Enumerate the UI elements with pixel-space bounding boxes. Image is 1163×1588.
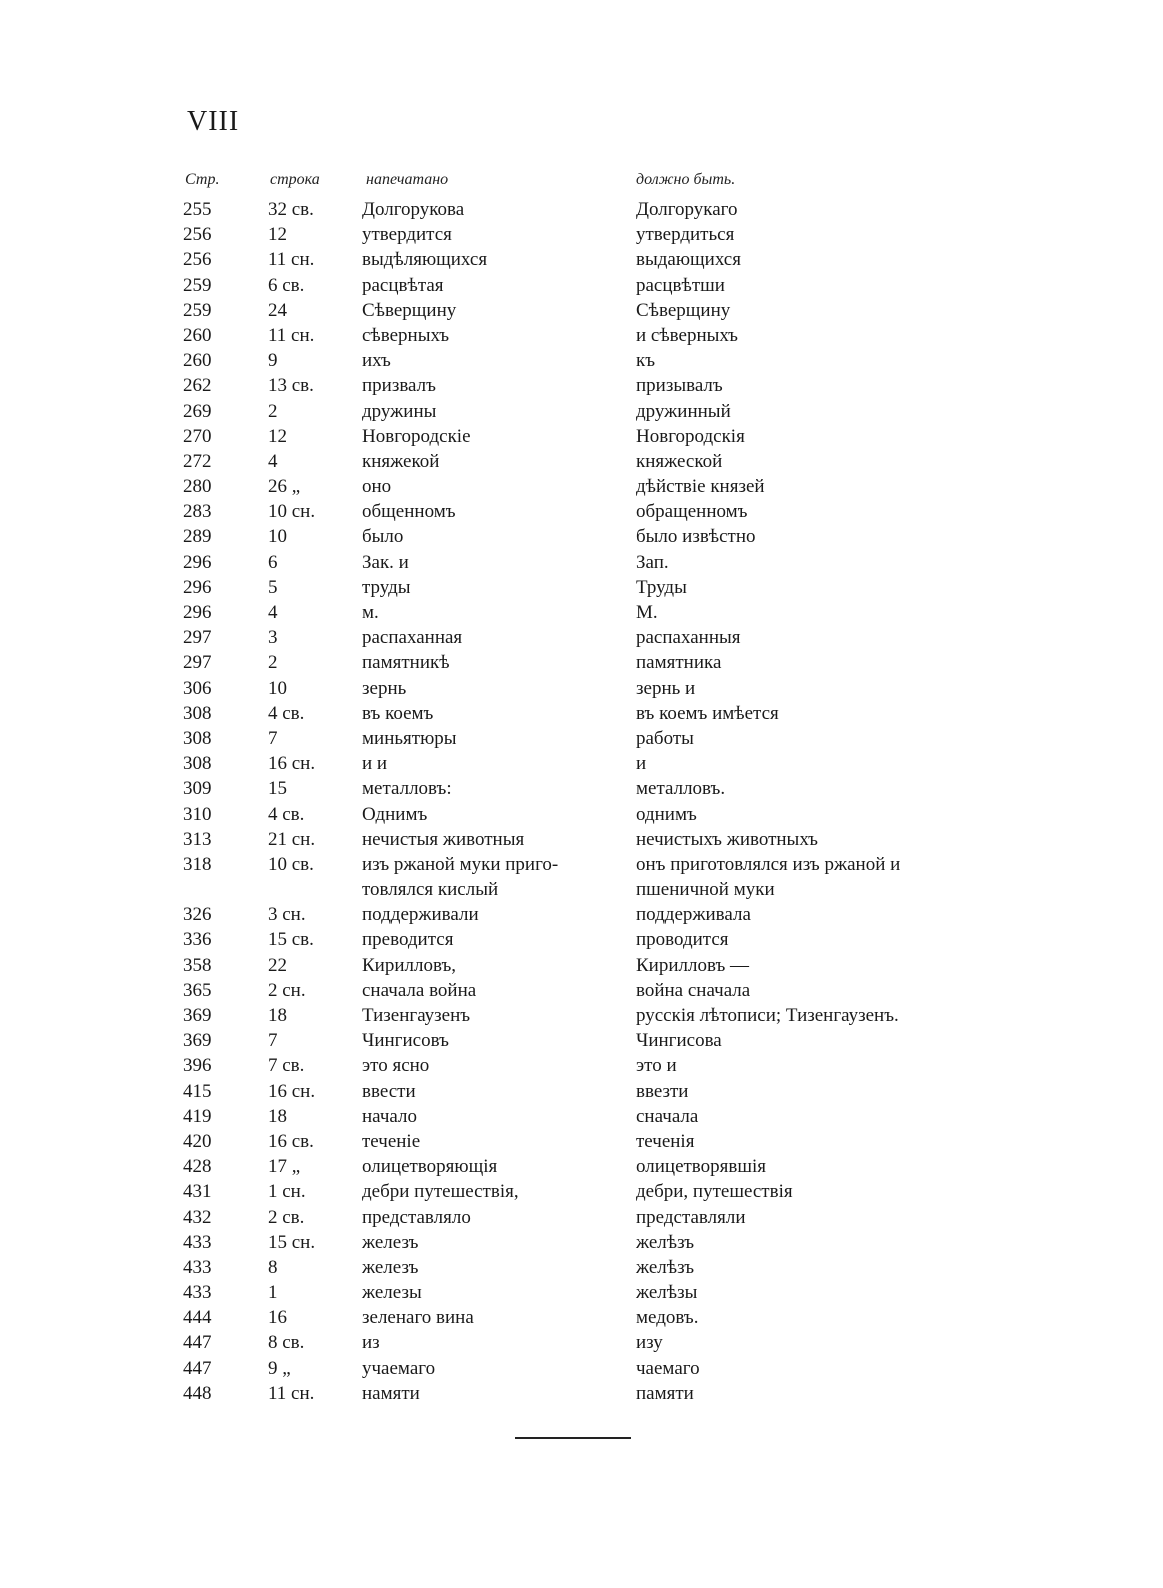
printed-cell: оно: [362, 476, 392, 498]
line-cell: 9: [268, 350, 278, 372]
errata-row: [0, 1356, 1163, 1381]
line-cell: 2 св.: [268, 1206, 305, 1228]
errata-row: [0, 298, 1163, 323]
should-be-cell: дебри, путешествія: [636, 1181, 793, 1203]
printed-cell: Кирилловъ,: [362, 954, 457, 976]
page-cell: 308: [183, 753, 212, 775]
printed-cell: преводится: [362, 929, 454, 951]
printed-cell: выдѣляющихся: [362, 249, 488, 271]
page-cell: 296: [183, 576, 212, 598]
page-cell: 280: [183, 476, 212, 498]
errata-table: [0, 197, 1163, 1406]
should-be-cell: желѣзъ: [636, 1231, 695, 1253]
line-cell: 4 св.: [268, 803, 305, 825]
errata-row: [0, 902, 1163, 927]
printed-cell: Сѣверщину: [362, 299, 457, 321]
should-be-cell: дѣйствіе князей: [636, 476, 765, 498]
printed-cell: поддерживали: [362, 904, 479, 926]
errata-row: [0, 827, 1163, 852]
errata-row: [0, 1028, 1163, 1053]
should-be-cell: къ: [636, 350, 656, 372]
errata-row: [0, 751, 1163, 776]
line-cell: 12: [268, 425, 287, 447]
errata-row: [0, 323, 1163, 348]
errata-row: [0, 1255, 1163, 1280]
line-cell: 1: [268, 1282, 278, 1304]
line-cell: 15: [268, 778, 287, 800]
line-cell: 6 св.: [268, 274, 305, 296]
should-be-cell: въ коемъ имѣется: [636, 702, 779, 724]
line-cell: 11 сн.: [268, 324, 315, 346]
page-cell: 433: [183, 1282, 212, 1304]
page-cell: 396: [183, 1055, 212, 1077]
errata-row: [0, 449, 1163, 474]
should-be-cell: медовъ.: [636, 1307, 699, 1329]
should-be-cell: нечистыхъ животныхъ: [636, 828, 818, 850]
line-cell: 3 сн.: [268, 904, 306, 926]
line-cell: 2: [268, 400, 278, 422]
errata-row: [0, 399, 1163, 424]
should-be-cell: металловъ.: [636, 778, 726, 800]
should-be-cell: Сѣверщину: [636, 299, 731, 321]
should-be-cell: расцвѣтши: [636, 274, 725, 296]
printed-cell: дебри путешествія,: [362, 1181, 519, 1203]
errata-row: [0, 373, 1163, 398]
should-be-cell: призывалъ: [636, 375, 723, 397]
errata-row: [0, 776, 1163, 801]
page-cell: 448: [183, 1382, 212, 1404]
errata-row: [0, 550, 1163, 575]
printed-cell: распаханная: [362, 627, 463, 649]
should-be-cell: русскія лѣтописи; Тизенгаузенъ.: [636, 1005, 899, 1027]
page-cell: 336: [183, 929, 212, 951]
printed-cell: сѣверныхъ: [362, 324, 450, 346]
printed-cell: было: [362, 526, 404, 548]
line-cell: 16 св.: [268, 1130, 314, 1152]
errata-row: [0, 1053, 1163, 1078]
errata-row: [0, 1230, 1163, 1255]
should-be-cell: это и: [636, 1055, 677, 1077]
page-cell: 296: [183, 602, 212, 623]
line-cell: 16: [268, 1307, 287, 1329]
line-cell: 11 сн.: [268, 1382, 315, 1404]
page-cell: 444: [183, 1307, 212, 1329]
printed-cell: расцвѣтая: [362, 274, 444, 296]
line-cell: 10 св.: [268, 853, 314, 875]
page-cell: 415: [183, 1080, 212, 1102]
line-cell: 13 св.: [268, 375, 314, 397]
line-cell: 2 сн.: [268, 979, 306, 1001]
should-be-cell: распаханныя: [636, 627, 741, 649]
page-number: VIII: [187, 106, 240, 137]
errata-row: [0, 474, 1163, 499]
page-cell: 432: [183, 1206, 212, 1228]
printed-cell: металловъ:: [362, 778, 452, 800]
should-be-cell: выдающихся: [636, 249, 741, 271]
printed-cell: олицетворяющія: [362, 1156, 498, 1178]
line-cell: 18: [268, 1105, 287, 1127]
line-cell: 17 „: [268, 1156, 301, 1178]
line-cell: 16 сн.: [268, 753, 316, 775]
header-should-be: должно быть.: [636, 171, 736, 188]
printed-cell: памятникѣ: [362, 652, 450, 674]
page-cell: 259: [183, 274, 212, 296]
printed-cell: теченіе: [362, 1130, 421, 1152]
errata-row: [0, 1330, 1163, 1355]
errata-row: [0, 1205, 1163, 1230]
line-cell: 10: [268, 526, 287, 548]
errata-row: [0, 802, 1163, 827]
errata-row: [0, 600, 1163, 625]
should-be-cell: было извѣстно: [636, 526, 756, 548]
errata-row: [0, 927, 1163, 952]
printed-cell: м.: [362, 602, 379, 623]
page-cell: 255: [183, 199, 212, 220]
line-cell: 9 „: [268, 1357, 291, 1379]
line-cell: 7: [268, 727, 278, 749]
printed-cell: начало: [362, 1105, 417, 1127]
page-cell: 369: [183, 1030, 212, 1052]
page-cell: 260: [183, 324, 212, 346]
should-be-cell: и: [636, 753, 647, 775]
should-be-cell: Чингисова: [636, 1030, 722, 1052]
page-cell: 306: [183, 677, 212, 699]
should-be-cell: олицетворявшія: [636, 1156, 767, 1178]
errata-row: [0, 524, 1163, 549]
should-be-cell: памяти: [636, 1382, 694, 1404]
errata-row: [0, 1104, 1163, 1129]
printed-cell: Долгорукова: [362, 199, 465, 220]
line-cell: 5: [268, 576, 278, 598]
should-be-cell: сначала: [636, 1105, 699, 1127]
line-cell: 10 сн.: [268, 501, 316, 523]
errata-row: [0, 978, 1163, 1003]
errata-row: [0, 499, 1163, 524]
printed-cell: нечистыя животныя: [362, 828, 525, 850]
printed-cell: въ коемъ: [362, 702, 434, 724]
page-cell: 428: [183, 1156, 212, 1178]
printed-cell: учаемаго: [362, 1357, 436, 1379]
errata-row: [0, 197, 1163, 222]
line-cell: 15 сн.: [268, 1231, 316, 1253]
should-be-cell: Новгородскія: [636, 425, 745, 447]
should-be-cell: поддерживала: [636, 904, 751, 926]
printed-cell: княжекой: [362, 450, 440, 472]
page-cell: 296: [183, 551, 212, 573]
page-cell: 447: [183, 1332, 212, 1354]
errata-row: [0, 247, 1163, 272]
page-cell: 358: [183, 954, 212, 976]
errata-row: [0, 650, 1163, 675]
should-be-cell: война сначала: [636, 979, 751, 1001]
line-cell: 6: [268, 551, 278, 573]
printed-cell: железы: [362, 1282, 422, 1304]
page-cell: 433: [183, 1256, 212, 1278]
errata-row: [0, 953, 1163, 978]
should-be-cell: ввезти: [636, 1080, 689, 1102]
line-cell: 26 „: [268, 476, 301, 498]
errata-row: [0, 1305, 1163, 1330]
printed-cell: это ясно: [362, 1055, 430, 1077]
should-be-cell: дружинный: [636, 400, 731, 422]
printed-cell: и и: [362, 753, 388, 775]
page-cell: 431: [183, 1181, 212, 1203]
header-page: Стр.: [185, 171, 220, 188]
line-cell: 3: [268, 627, 278, 649]
should-be-cell: теченія: [636, 1130, 695, 1152]
page-cell: 269: [183, 400, 212, 422]
printed-cell: Однимъ: [362, 803, 428, 825]
line-cell: 1 сн.: [268, 1181, 306, 1203]
line-cell: 7 св.: [268, 1055, 305, 1077]
page-cell: 259: [183, 299, 212, 321]
printed-cell: зернь: [362, 677, 407, 699]
line-cell: 12: [268, 224, 287, 246]
printed-cell: Тизенгаузенъ: [362, 1005, 471, 1027]
printed-cell: труды: [362, 576, 411, 598]
errata-row: [0, 1381, 1163, 1406]
printed-cell: общенномъ: [362, 501, 456, 523]
errata-row: [0, 1079, 1163, 1104]
should-be-cell: и сѣверныхъ: [636, 324, 738, 346]
printed-cell: намяти: [362, 1382, 420, 1404]
printed-cell: утвердится: [362, 224, 452, 246]
printed-cell: призвалъ: [362, 375, 436, 397]
page-cell: 369: [183, 1005, 212, 1027]
printed-cell: представляло: [362, 1206, 471, 1228]
page-cell: 447: [183, 1357, 212, 1379]
errata-row: [0, 1154, 1163, 1179]
line-cell: 18: [268, 1005, 287, 1027]
page-cell: 297: [183, 652, 212, 674]
should-be-cell: Труды: [636, 576, 687, 598]
line-cell: 8 св.: [268, 1332, 305, 1354]
header-line: строка: [270, 171, 320, 188]
printed-cell: изъ ржаной муки приго-товлялся кислый: [362, 853, 559, 901]
should-be-cell: чаемаго: [636, 1357, 700, 1379]
line-cell: 11 сн.: [268, 249, 315, 271]
page-cell: 310: [183, 803, 212, 825]
printed-cell: железъ: [362, 1256, 419, 1278]
should-be-cell: онъ приготовлялся изъ ржаной и пшеничной муки: [636, 853, 901, 901]
line-cell: 7: [268, 1030, 278, 1052]
errata-row: [0, 424, 1163, 449]
errata-row: [0, 852, 1163, 902]
printed-cell: зеленаго вина: [362, 1307, 474, 1329]
should-be-cell: М.: [636, 602, 658, 623]
page-cell: 297: [183, 627, 212, 649]
page-cell: 270: [183, 425, 212, 447]
printed-cell: Зак. и: [362, 551, 409, 573]
should-be-cell: Кирилловъ —: [636, 954, 750, 976]
should-be-cell: Зап.: [636, 551, 669, 573]
should-be-cell: княжеской: [636, 450, 723, 472]
errata-row: [0, 625, 1163, 650]
printed-cell: из: [362, 1332, 380, 1354]
errata-row: [0, 273, 1163, 298]
printed-cell: железъ: [362, 1231, 419, 1253]
page-cell: 308: [183, 702, 212, 724]
line-cell: 8: [268, 1256, 278, 1278]
printed-cell: дружины: [362, 400, 437, 422]
line-cell: 10: [268, 677, 287, 699]
line-cell: 24: [268, 299, 287, 321]
page-cell: 308: [183, 727, 212, 749]
line-cell: 2: [268, 652, 278, 674]
errata-row: [0, 222, 1163, 247]
should-be-cell: желѣзъ: [636, 1256, 695, 1278]
should-be-cell: изу: [636, 1332, 663, 1354]
errata-row: [0, 1129, 1163, 1154]
should-be-cell: работы: [636, 727, 694, 749]
line-cell: 4: [268, 450, 278, 472]
page-cell: 289: [183, 526, 212, 548]
line-cell: 4 св.: [268, 702, 305, 724]
errata-row: [0, 1179, 1163, 1204]
page-cell: 318: [183, 853, 212, 875]
line-cell: 16 сн.: [268, 1080, 316, 1102]
printed-cell: ихъ: [362, 350, 391, 372]
page-cell: 256: [183, 249, 212, 271]
page-cell: 420: [183, 1130, 212, 1152]
page-cell: 260: [183, 350, 212, 372]
page-cell: 419: [183, 1105, 212, 1127]
should-be-cell: утвердиться: [636, 224, 735, 246]
should-be-cell: обращенномъ: [636, 501, 748, 523]
page-cell: 283: [183, 501, 212, 523]
errata-row: [0, 575, 1163, 600]
line-cell: 4: [268, 602, 278, 623]
should-be-cell: однимъ: [636, 803, 697, 825]
printed-cell: миньятюры: [362, 727, 457, 749]
page-cell: 313: [183, 828, 212, 850]
page-cell: 272: [183, 450, 212, 472]
page-cell: 256: [183, 224, 212, 246]
printed-cell: сначала война: [362, 979, 477, 1001]
errata-row: [0, 1003, 1163, 1028]
should-be-cell: памятника: [636, 652, 722, 674]
page-cell: 433: [183, 1231, 212, 1253]
line-cell: 22: [268, 954, 287, 976]
page-cell: 309: [183, 778, 212, 800]
line-cell: 15 св.: [268, 929, 314, 951]
line-cell: 21 сн.: [268, 828, 316, 850]
errata-row: [0, 701, 1163, 726]
errata-row: [0, 348, 1163, 373]
should-be-cell: проводится: [636, 929, 729, 951]
end-rule: [515, 1437, 631, 1439]
page-cell: 365: [183, 979, 212, 1001]
should-be-cell: желѣзы: [636, 1282, 698, 1304]
should-be-cell: зернь и: [636, 677, 696, 699]
errata-row: [0, 676, 1163, 701]
page-cell: 326: [183, 904, 212, 926]
should-be-cell: Долгорукаго: [636, 199, 738, 220]
errata-row: [0, 726, 1163, 751]
page-cell: 262: [183, 375, 212, 397]
errata-row: [0, 1280, 1163, 1305]
should-be-cell: представляли: [636, 1206, 746, 1228]
printed-cell: ввести: [362, 1080, 416, 1102]
printed-cell: Новгородскіе: [362, 425, 471, 447]
line-cell: 32 св.: [268, 199, 314, 220]
header-printed: напечатано: [366, 171, 449, 188]
printed-cell: Чингисовъ: [362, 1030, 449, 1052]
